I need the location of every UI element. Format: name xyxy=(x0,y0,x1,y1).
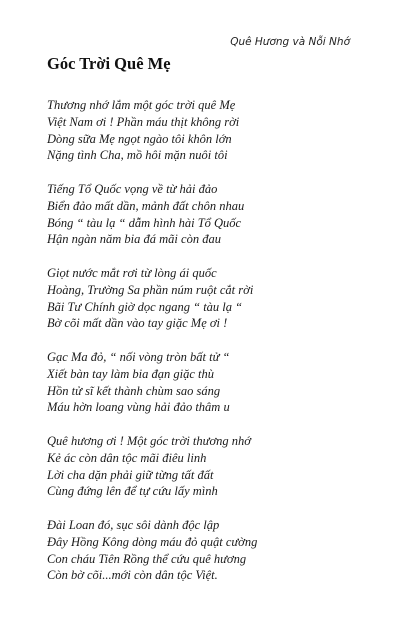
poem-line: Hận ngàn năm bia đá mãi còn đau xyxy=(47,232,221,247)
poem-line: Còn bờ cõi...mới còn dân tộc Việt. xyxy=(47,568,218,583)
poem-line: Bãi Tư Chính giờ dọc ngang “ tàu lạ “ xyxy=(47,299,243,314)
poem-line: Kẻ ác còn dân tộc mãi điêu linh xyxy=(47,450,207,465)
poem-line: Lời cha dặn phải giữ từng tất đất xyxy=(47,467,214,482)
poem-line: Xiết bàn tay làm bia đạn giặc thù xyxy=(47,366,214,381)
poem-line: Giọt nước mắt rơi từ lòng ái quốc xyxy=(47,265,217,280)
stanza xyxy=(47,349,387,416)
poem-line: Đây Hồng Kông dòng máu đỏ quật cường xyxy=(47,534,258,549)
poem-line: Bờ cõi mất dần vào tay giặc Mẹ ơi ! xyxy=(47,316,228,331)
poem-line: Dòng sữa Mẹ ngọt ngào tôi khôn lớn xyxy=(47,131,232,146)
stanza xyxy=(47,181,387,248)
poem-line: Thương nhớ lắm một góc trời quê Mẹ xyxy=(47,98,236,112)
running-header: Quê Hương và Nỗi Nhớ xyxy=(230,36,350,48)
stanza xyxy=(47,265,387,332)
poem-line: Con cháu Tiên Rồng thể cứu quê hương xyxy=(47,551,247,566)
poem-line: Tiếng Tổ Quốc vọng về từ hải đảo xyxy=(47,181,218,196)
poem-line: Hồn tử sĩ kết thành chùm sao sáng xyxy=(47,383,221,398)
stanza xyxy=(47,97,387,164)
poem-title: Góc Trời Quê Mẹ xyxy=(47,54,171,73)
poem-body xyxy=(47,97,387,601)
poem-line: Việt Nam ơi ! Phần máu thịt không rời xyxy=(47,114,240,129)
stanza xyxy=(47,433,387,500)
poem-line: Quê hương ơi ! Một góc trời thương nhớ xyxy=(47,433,251,448)
poem-line: Hoàng, Trường Sa phần núm ruột cắt rời xyxy=(47,282,254,297)
poem-line: Nặng tình Cha, mồ hôi mặn nuôi tôi xyxy=(47,148,228,163)
poem-line: Cùng đứng lên để tự cứu lấy mình xyxy=(47,484,218,499)
poem-line: Gạc Ma đỏ, “ nối vòng tròn bất tử “ xyxy=(47,349,230,364)
poem-line: Biển đảo mất dần, mảnh đất chôn nhau xyxy=(47,198,245,213)
poem-line: Bóng “ tàu lạ “ dẫm hình hài Tổ Quốc xyxy=(47,215,242,230)
stanza xyxy=(47,517,387,584)
poem-line: Đài Loan đó, sục sôi dành độc lập xyxy=(47,517,220,532)
poem-line: Máu hờn loang vùng hải đảo thâm u xyxy=(47,400,230,415)
